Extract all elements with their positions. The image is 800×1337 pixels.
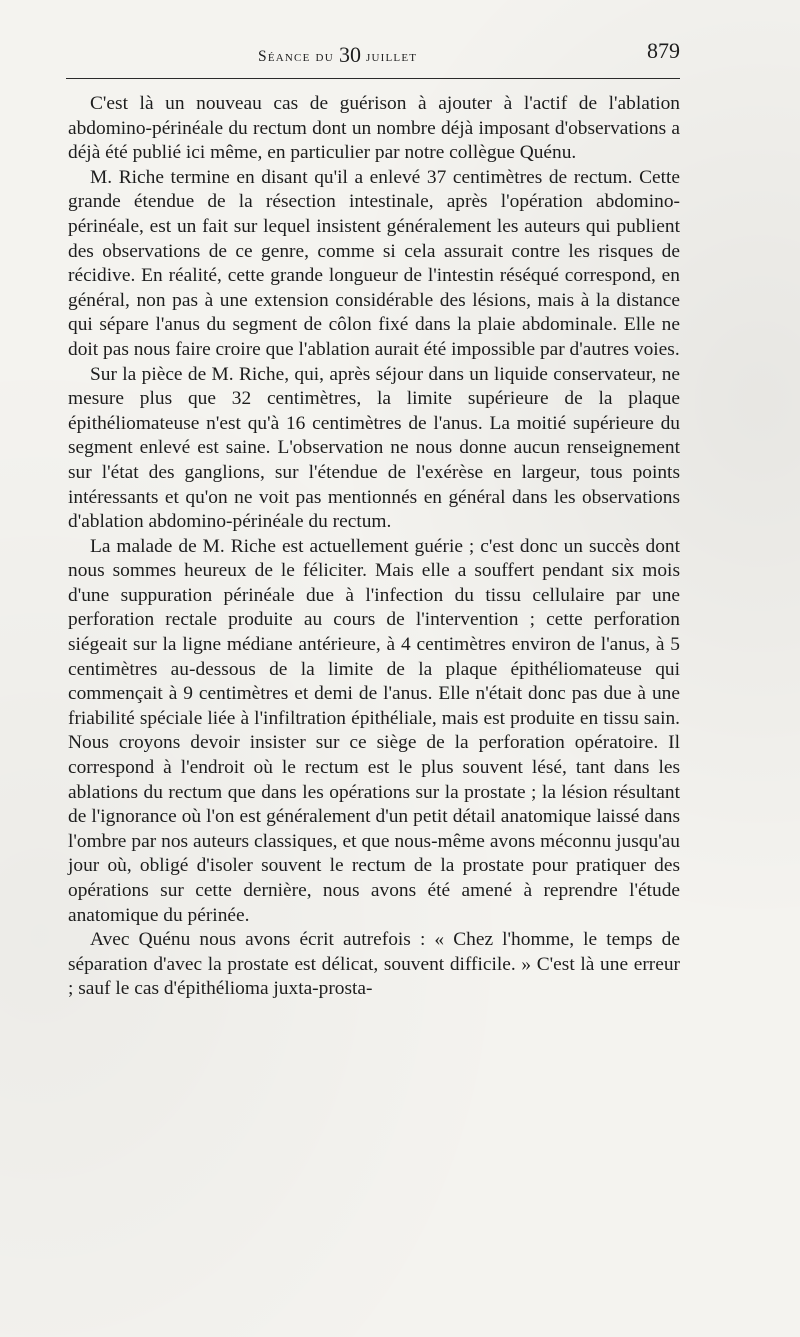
paragraph: La malade de M. Riche est actuellement guérie ; c'est donc un succès dont nous sommes heureux de le féliciter. Mais elle a souffert pendant six mois d'une suppuration périnéale due à l'infection du tissu cellulaire par une perforation rectale produite au cours de l'intervention ; cette perforation siégeait sur la ligne médiane antérieure, à 4 centimètres environ de l'anus, à 5 centimètres au-dessous de la limite de la plaque épithéliomateuse qui commençait à 9 centimètres et demi de l'anus. Elle n'était donc pas due à une friabilité spéciale liée à l'infiltration épithéliale, mais est produite en tissu sain. Nous croyons devoir insister sur ce siège de la perforation opératoire. Il correspond à l'endroit où le rectum est le plus souvent lésé, tant dans les ablations du rectum que dans les opérations sur la prostate ; la lésion résultant de l'ignorance où l'on est généralement d'un petit détail anatomique laissé dans l'ombre par nos auteurs classiques, et que nous-même avons méconnu jusqu'au jour où, obligé d'isoler souvent le rectum de la prostate pour pratiquer des opérations sur cette dernière, nous avons été amené à reprendre l'étude anatomique du périnée. xyxy=(68,535,680,926)
paragraph: Avec Quénu nous avons écrit autrefois : « Chez l'homme, le temps de séparation d'avec la prostate est délicat, souvent difficile. » C'est là une erreur ; sauf le cas d'épithélioma juxta-prosta- xyxy=(68,929,680,1000)
paragraph: Sur la pièce de M. Riche, qui, après séjour dans un liquide conservateur, ne mesure plus que 32 centimètres, la limite supérieure de la plaque épithéliomateuse n'est qu'à 16 centimètres de l'anus. La moitié supérieure du segment enlevé est saine. L'observation ne nous donne aucun renseignement sur l'état des ganglions, sur l'étendue de l'exérèse en largeur, tous points intéressants et qu'on ne voit pas mentionnés en général dans les observations d'ablation abdomino-périnéale du rectum. xyxy=(68,363,680,533)
running-head-month: juillet xyxy=(366,48,418,65)
running-head xyxy=(258,42,417,68)
page-number: 879 xyxy=(647,38,680,63)
running-head-prefix: Séance du xyxy=(258,48,334,65)
body-text xyxy=(68,92,680,1002)
running-head-day: 30 xyxy=(338,42,361,67)
page-header xyxy=(68,36,680,68)
paragraph: M. Riche termine en disant qu'il a enlevé 37 centimètres de rectum. Cette grande étendue de la résection intestinale, après l'opération abdomino-périnéale, est un fait sur lequel insistent généralement les auteurs qui publient des observations de ce genre, comme si cela assurait contre les risques de récidive. En réalité, cette grande longueur de l'intestin réséqué correspond, en général, non pas à une extension considérable des lésions, mais à la distance qui sépare l'anus du segment de côlon fixé dans la plaie abdominale. Elle ne doit pas nous faire croire que l'ablation aurait été impossible par d'autres voies. xyxy=(68,166,680,360)
header-rule xyxy=(66,78,680,79)
paragraph: C'est là un nouveau cas de guérison à ajouter à l'actif de l'ablation abdomino-périnéale du rectum dont un nombre déjà imposant d'observations a déjà été publié ici même, en particulier par notre collègue Quénu. xyxy=(68,93,680,164)
